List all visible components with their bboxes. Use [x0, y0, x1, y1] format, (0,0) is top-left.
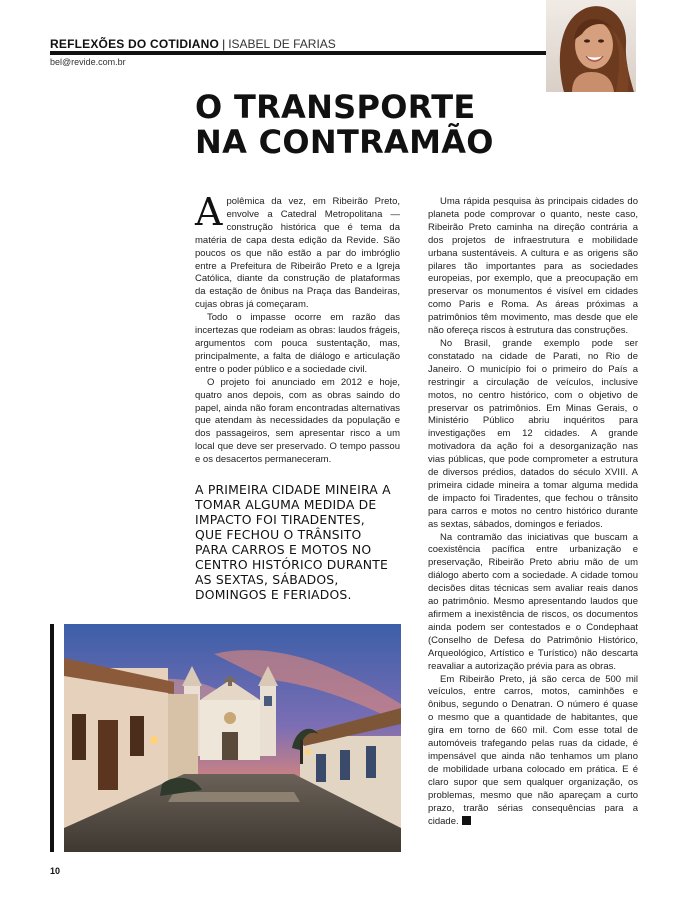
paragraph-text: Em Ribeirão Preto, já são cerca de 500 mil veículos, entre carros, motos, caminhões e ônibus, segundo o Denatran. O número é quase o mesmo que a quantidade de habitantes, que gira em torno de 660 mil. Com esse total de automóveis trafegando pelas ruas da cidade, é impensável que ainda não tenhamos um plano de mobilidade urbana colocado em prática. E é claro supor que sem qualquer organização, os problemas, mesmo que não apareçam a curto prazo, trarão sérias consequências para a cidade. — [428, 673, 638, 827]
paragraph: Na contramão das iniciativas que buscam a coexistência pacífica entre urbanização e preservação, Ribeirão Preto abriu mão de um diálogo aberto com a sociedade. A cidade tomou decisões ditas técnicas sem avaliar reais danos ao patrimônio. Mesmo apresentando laudos que afirmem a inexistência de riscos, os documentos ainda podem ser contestados e o Condephaat (Conselho de Defesa do Patrimônio Histórico, Arqueológico, Artístico e Turístico) não descarta reavaliar a autorização prévia para as obras. — [428, 531, 638, 672]
paragraph: O projeto foi anunciado em 2012 e hoje, quatro anos depois, com as obras saindo do papel, ainda não foram encontradas alternativas que atendam às necessidades da população e dos passageiros, sem apresentar risco a um local que deve ser preservado. O tempo passou e os desacertos permaneceram. — [195, 376, 400, 466]
photo-accent-bar — [50, 624, 54, 852]
author-name: ISABEL DE FARIAS — [228, 37, 336, 51]
paragraph-text: polêmica da vez, em Ribeirão Preto, envolve a Catedral Metropolitana — construção histórica que é tema da matéria de capa desta edição da Revide. São poucos os que não estão a par do imbróglio entre a Prefeitura de Ribeirão Preto e a Igreja Católica, diante da construção de plataformas da estação de ônibus na Praça das Bandeiras, cujas obras já começaram. — [195, 196, 400, 311]
header-separator: | — [222, 37, 226, 51]
paragraph: Uma rápida pesquisa às principais cidades do planeta pode comprovar o quanto, neste caso, Ribeirão Preto caminha na direção contrária a dos projetos de infraestrutura e mobilidade urbana sustentáveis. A cultura e as origens são pilares tão importantes para as sociedades europeias, por exemplo, que a preocupação em preservar os monumentos é visível em cidades como Paris e Roma. As áreas próximas a patrimônios têm movimento, mas desde que ele não ofereça riscos à estrutura das construções. — [428, 196, 638, 337]
author-email: bel@revide.com.br — [50, 57, 126, 67]
paragraph: Todo o impasse ocorre em razão das incertezas que rodeiam as obras: laudos frágeis, argumentos com pouca sustentação, mas, principalmente, a falta de diálogo e articulação entre o poder público e a sociedade civil. — [195, 312, 400, 375]
author-portrait — [546, 0, 636, 92]
column-header — [50, 35, 550, 51]
drop-cap: A — [195, 190, 223, 234]
article-title — [195, 90, 494, 160]
title-line-2: NA CONTRAMÃO — [195, 123, 494, 161]
left-column — [195, 190, 400, 467]
paragraph — [195, 190, 400, 312]
header-rule — [50, 51, 546, 55]
right-column — [428, 196, 638, 828]
paragraph: No Brasil, grande exemplo pode ser constatado na cidade de Parati, no Rio de Janeiro. O município foi o primeiro do País a restringir a circulação de veículos, inclusive motos, no centro histórico, com o objetivo de preservar os patrimônios. Em Minas Gerais, o Ministério Público abriu inquéritos para investigações em 12 cidades. A grande motivadora da ação foi a desorganização nas vias públicas, que pode comprometer a estrutura de diversos prédios, datados do século XVIII. A primeira cidade mineira a tomar alguma medida de impacto foi Tiradentes, que fechou o trânsito para carros e motos no centro histórico durante as sextas, sábados, domingos e feriados. — [428, 337, 638, 530]
pull-quote: A PRIMEIRA CIDADE MINEIRA A TOMAR ALGUMA MEDIDA DE IMPACTO FOI TIRADENTES, QUE FECHOU O TRÂNSITO PARA CARROS E MOTOS NO CENTRO HISTÓRICO DURANTE AS SEXTAS, SÁBADOS, DOMINGOS E FERIADOS. — [195, 482, 391, 602]
paragraph — [428, 674, 638, 829]
column-name: REFLEXÕES DO COTIDIANO — [50, 37, 220, 51]
page-number: 10 — [50, 866, 61, 876]
title-line-1: O TRANSPORTE — [195, 88, 476, 126]
end-mark-icon — [462, 816, 471, 825]
church-photo — [64, 624, 401, 852]
